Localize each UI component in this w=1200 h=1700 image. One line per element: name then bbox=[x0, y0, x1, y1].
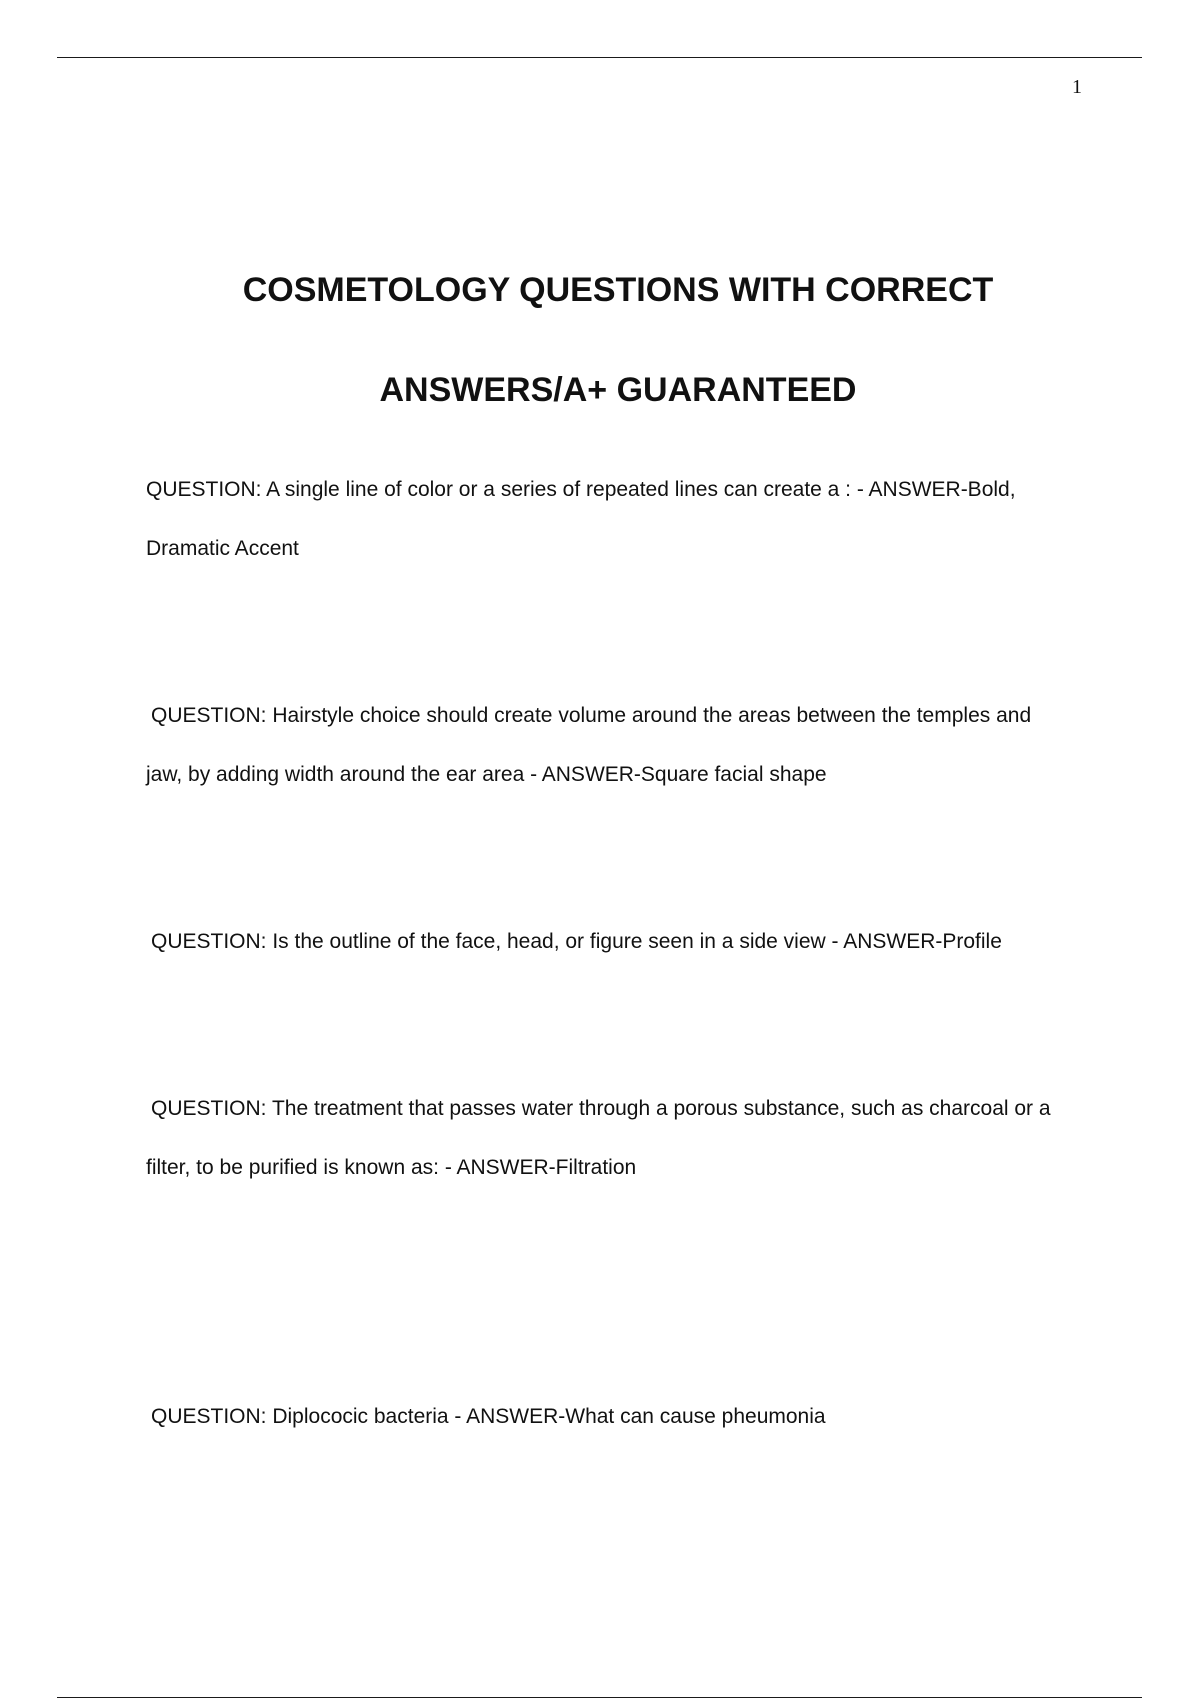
qa-line: QUESTION: Hairstyle choice should create volume around the areas between the temples and bbox=[151, 704, 1032, 727]
footer-rule bbox=[57, 1697, 1142, 1698]
qa-item bbox=[146, 686, 1086, 804]
qa-item bbox=[146, 1387, 1086, 1446]
qa-line: QUESTION: Is the outline of the face, head, or figure seen in a side view - ANSWER-Profile bbox=[151, 930, 1002, 953]
qa-line: jaw, by adding width around the ear area - ANSWER-Square facial shape bbox=[146, 763, 827, 786]
document-title bbox=[0, 240, 1200, 440]
qa-line: QUESTION: The treatment that passes water through a porous substance, such as charcoal or a bbox=[151, 1097, 1051, 1120]
title-line-1: COSMETOLOGY QUESTIONS WITH CORRECT bbox=[242, 271, 994, 309]
qa-item bbox=[146, 912, 1086, 971]
qa-line: QUESTION: A single line of color or a series of repeated lines can create a : - ANSWER-Bold, bbox=[146, 478, 1016, 501]
title-line-2: ANSWERS/A+ GUARANTEED bbox=[379, 371, 857, 409]
qa-line: QUESTION: Diplococic bacteria - ANSWER-What can cause pheumonia bbox=[151, 1405, 826, 1428]
qa-item bbox=[146, 460, 1086, 578]
qa-item bbox=[146, 1079, 1086, 1197]
qa-line: filter, to be purified is known as: - ANSWER-Filtration bbox=[146, 1156, 637, 1179]
header-rule bbox=[57, 57, 1142, 58]
page-number: 1 bbox=[1072, 76, 1082, 98]
qa-line: Dramatic Accent bbox=[146, 537, 299, 560]
